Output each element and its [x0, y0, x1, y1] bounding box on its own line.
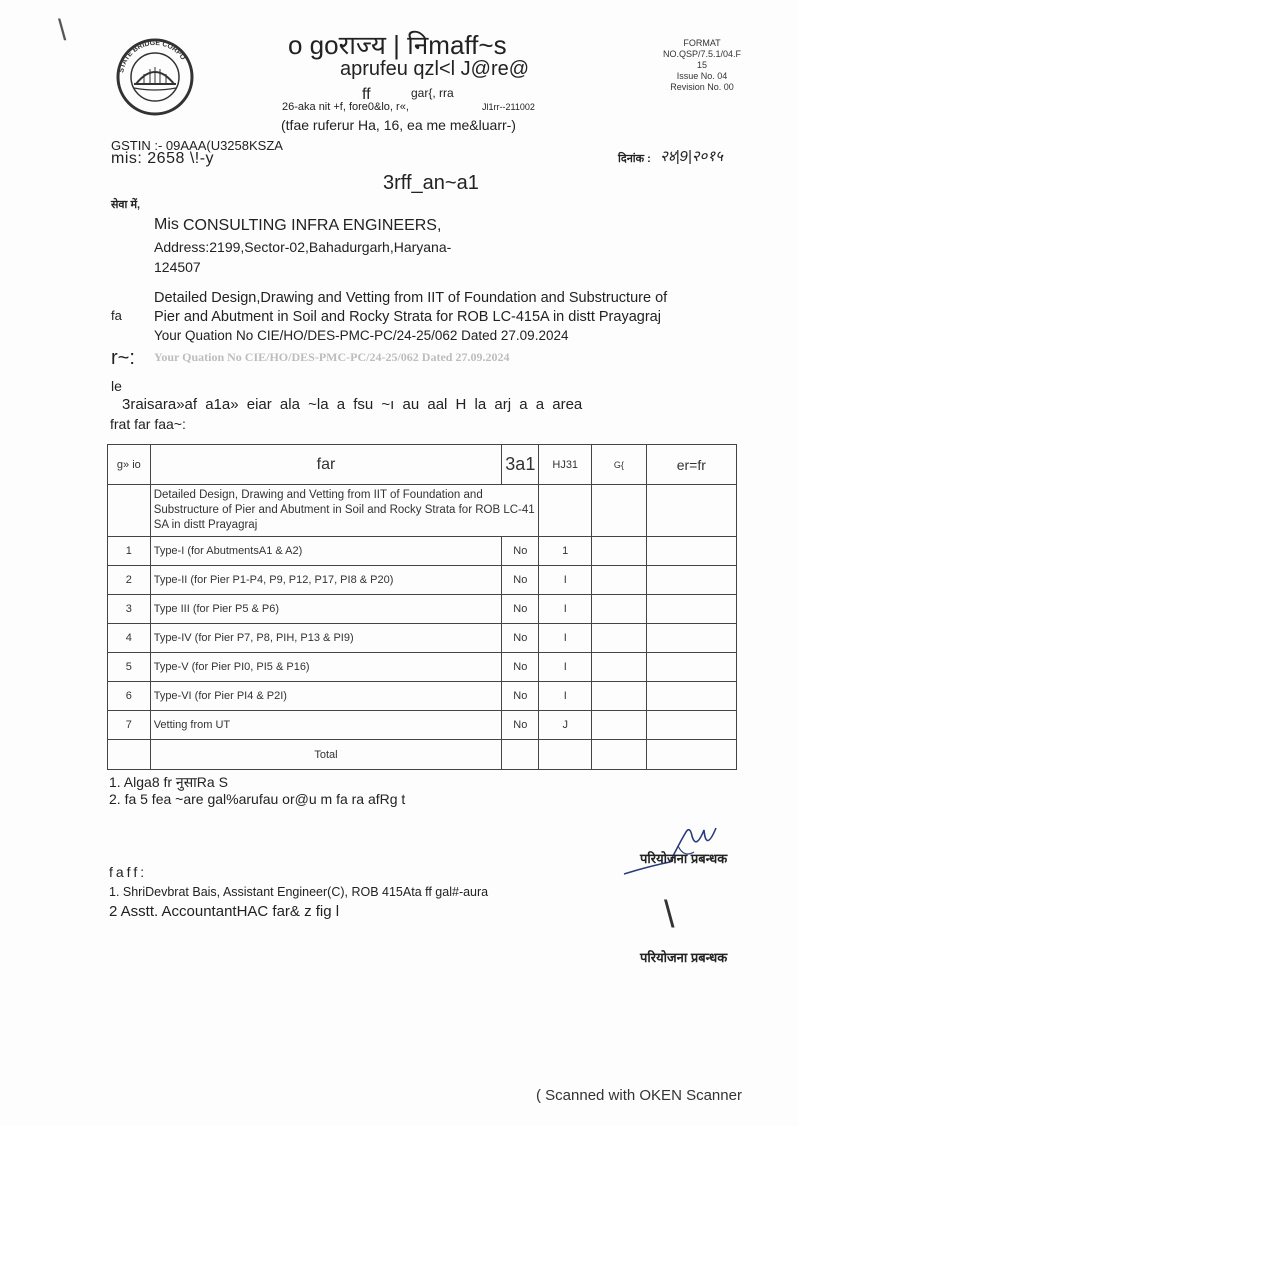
copy-to-label: faff:	[109, 864, 148, 880]
row-unit: No	[502, 595, 539, 624]
header-quantity: HJ31	[539, 445, 592, 485]
header-title-line3b: gar{, rra	[411, 86, 454, 100]
subject-label: fa	[111, 308, 122, 323]
row-amount	[646, 624, 736, 653]
designation-2: परियोजना प्रबन्धक	[640, 950, 728, 965]
reference-label: r~:	[111, 347, 135, 369]
row-serial: 1	[108, 537, 151, 566]
format-line-4: Issue No. 04	[676, 71, 728, 81]
gstin: GSTIN :- 09AAA(U3258KSZA	[111, 138, 283, 153]
row-description: Type-IV (for Pier P7, P8, PIH, P13 & PI9)	[150, 624, 502, 653]
row-quantity: J	[539, 711, 592, 740]
header-description: far	[150, 445, 502, 485]
table-total-row	[108, 740, 737, 770]
row-unit: No	[502, 682, 539, 711]
row-description: Type-VI (for Pier PI4 & P2I)	[150, 682, 502, 711]
row-amount	[646, 653, 736, 682]
row-amount	[646, 682, 736, 711]
table-item-rows	[108, 537, 737, 740]
corporation-logo-seal	[114, 38, 196, 116]
date-label: दिनांक :	[618, 153, 651, 165]
row-quantity: 1	[539, 537, 592, 566]
designation-1: परियोजना प्रबन्धक	[640, 851, 728, 866]
body-le: le	[111, 378, 122, 394]
row-rate	[592, 566, 647, 595]
seva-mein: सेवा में,	[111, 199, 141, 211]
addressee-address-line2: 124507	[154, 259, 201, 275]
row-description: Vetting from UT	[150, 711, 502, 740]
header-title-line3a: ff	[362, 86, 371, 103]
table-row	[108, 711, 737, 740]
row-serial: 6	[108, 682, 151, 711]
row-rate	[592, 537, 647, 566]
addressee-name: CONSULTING INFRA ENGINEERS,	[183, 217, 442, 234]
format-block	[646, 38, 758, 93]
row-serial: 2	[108, 566, 151, 595]
subject-line1: Detailed Design,Drawing and Vetting from IIT of Foundation and Substructure of	[154, 290, 668, 306]
copy-to-line2: 2 Asstt. AccountantHAC far& z fig l	[109, 903, 340, 920]
format-line-2: NO.QSP/7.5.1/04.F	[662, 49, 742, 59]
header-address-line2: (tfae ruferur Ha, 16, ea me me&luarr-)	[281, 117, 516, 133]
table-row	[108, 537, 737, 566]
row-serial: 4	[108, 624, 151, 653]
copy-to-line1: 1. ShriDevbrat Bais, Assistant Engineer(C), ROB 415Ata ff gal#-aura	[109, 885, 489, 899]
scanner-watermark: ( Scanned with OKEN Scanner	[536, 1087, 742, 1104]
row-rate	[592, 682, 647, 711]
body-line2: frat far faa~:	[110, 416, 186, 432]
svg-text:STATE BRIDGE CORPO: STATE BRIDGE CORPO	[118, 39, 187, 74]
note-1: 1. Alga8 fr नुसाRa S	[109, 774, 228, 790]
signature-slash: \	[664, 894, 675, 936]
row-description: Type-II (for Pier P1-P4, P9, P12, P17, PI8 & P20)	[150, 566, 502, 595]
header-amount: er=fr	[646, 445, 736, 485]
row-amount	[646, 537, 736, 566]
format-line-5: Revision No. 00	[670, 82, 734, 92]
row-unit: No	[502, 711, 539, 740]
row-unit: No	[502, 653, 539, 682]
row-description: Type-I (for AbutmentsA1 & A2)	[150, 537, 502, 566]
format-line-1: FORMAT	[683, 38, 721, 48]
row-amount	[646, 566, 736, 595]
row-serial: 5	[108, 653, 151, 682]
header-title-line2: aprufeu qzl<l J@re@	[340, 58, 530, 80]
row-quantity: I	[539, 566, 592, 595]
table-row	[108, 624, 737, 653]
row-amount	[646, 595, 736, 624]
header-address-a: 26-aka nit +f, fore0&lo, r«,	[282, 101, 409, 113]
row-amount	[646, 711, 736, 740]
letter-subject-title: 3rff_an~a1	[383, 172, 479, 194]
note-2: 2. fa 5 fea ~are gal%arufau or@u m fa ra afRg t	[109, 791, 406, 807]
row-rate	[592, 624, 647, 653]
header-address-b: Jl1rr--211002	[482, 102, 535, 112]
row-rate	[592, 653, 647, 682]
table-intro-row	[108, 485, 737, 537]
row-rate	[592, 595, 647, 624]
header-serial: g» io	[108, 445, 151, 485]
row-rate	[592, 711, 647, 740]
table-intro-text: Detailed Design, Drawing and Vetting from IIT of Foundation and Substructure of Pier and Abutment in Soil and Rocky Strata for ROB LC-41 SA in distt Prayagraj	[150, 485, 539, 537]
row-unit: No	[502, 624, 539, 653]
row-unit: No	[502, 566, 539, 595]
header-unit: 3a1	[502, 445, 539, 485]
format-line-3: 15	[696, 60, 707, 70]
reference-number: mis: 2658 \!-y	[111, 150, 215, 167]
addressee-prefix: Mis	[154, 216, 179, 233]
table-header-row	[108, 445, 737, 485]
date-value: २४|9|२०१५	[660, 148, 723, 165]
row-serial: 3	[108, 595, 151, 624]
table-row	[108, 653, 737, 682]
reference-ghost-text: Your Quation No CIE/HO/DES-PMC-PC/24-25/062 Dated 27.09.2024	[154, 350, 510, 364]
table-row	[108, 595, 737, 624]
header-title-line1: o goराज्य | निmaff~s	[288, 30, 507, 60]
header-rate: G{	[592, 445, 647, 485]
work-items-table	[107, 444, 737, 770]
row-quantity: I	[539, 624, 592, 653]
corner-mark: \	[58, 14, 67, 47]
row-description: Type III (for Pier P5 & P6)	[150, 595, 502, 624]
subject-line3: Your Quation No CIE/HO/DES-PMC-PC/24-25/062 Dated 27.09.2024	[154, 328, 569, 343]
row-unit: No	[502, 537, 539, 566]
row-quantity: I	[539, 595, 592, 624]
body-line1: 3raisara»af a1a» eiar ala ~la a fsu ~ı au aal H la arj a a area	[122, 396, 583, 413]
row-description: Type-V (for Pier PI0, PI5 & P16)	[150, 653, 502, 682]
total-label: Total	[150, 740, 502, 770]
table-row	[108, 682, 737, 711]
subject-line2: Pier and Abutment in Soil and Rocky Strata for ROB LC-415A in distt Prayagraj	[154, 309, 661, 325]
row-serial: 7	[108, 711, 151, 740]
row-quantity: I	[539, 682, 592, 711]
row-quantity: I	[539, 653, 592, 682]
table-row	[108, 566, 737, 595]
addressee-address-line1: Address:2199,Sector-02,Bahadurgarh,Haryana-	[154, 239, 452, 255]
